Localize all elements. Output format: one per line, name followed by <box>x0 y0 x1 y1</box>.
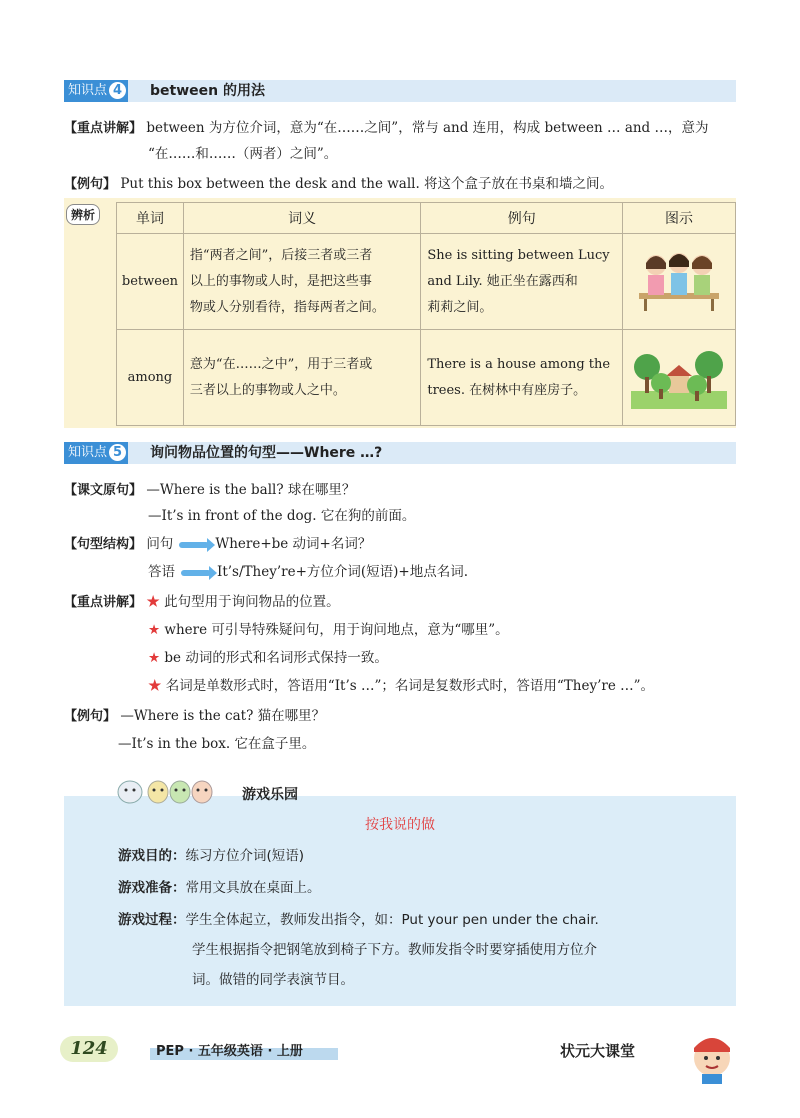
kp5-title: 询问物品位置的句型——Where …? <box>150 445 383 461</box>
star-icon: ★ <box>148 650 161 666</box>
table-row <box>117 330 736 426</box>
header-example: 例句 <box>421 203 623 234</box>
book-title: PEP · 五年级英语 · 上册 <box>156 1044 303 1059</box>
game-panel <box>64 787 736 1006</box>
header-illustration: 图示 <box>623 203 736 234</box>
star-icon: ★ <box>148 678 162 694</box>
page-number-badge <box>60 1036 118 1062</box>
row-word: among <box>117 330 184 426</box>
kp5-point-3: ★ be 动词的形式和名词形式保持一致。 <box>148 650 388 666</box>
trees-house-illustration <box>623 330 736 426</box>
row-meaning: 意为“在……之中”，用于三者或 三者以上的事物或人之中。 <box>183 330 420 426</box>
brand-name: 状元大课堂 <box>560 1042 636 1060</box>
section-header-kp4 <box>64 80 736 102</box>
header-word: 单词 <box>117 203 184 234</box>
game-process-line2: 学生根据指令把钢笔放到椅子下方。教师发指令时要穿插使用方位介 <box>192 942 597 958</box>
kp4-tag: 知识点 4 <box>64 80 128 102</box>
section-header-kp5 <box>64 442 736 464</box>
mascots-icon <box>116 774 236 810</box>
row-word: between <box>117 234 184 330</box>
row-example: There is a house among the trees. 在树林中有座房子。 <box>421 330 623 426</box>
kp5-point-2: ★ where 可引导特殊疑问句，用于询问地点，意为“哪里”。 <box>148 622 509 638</box>
header-meaning: 词义 <box>183 203 420 234</box>
girls-illustration <box>623 234 736 330</box>
kp5-example-answer: —It’s in the box. 它在盒子里。 <box>118 736 316 752</box>
kp4-title: between 的用法 <box>150 83 265 99</box>
game-purpose: 游戏目的：练习方位介词(短语) <box>118 848 305 864</box>
row-meaning: 指“两者之间”，后接三者或三者 以上的事物或人时，是把这些事 物或人分别看待，指每两者之间。 <box>183 234 420 330</box>
game-prep: 游戏准备：常用文具放在桌面上。 <box>118 880 321 896</box>
kp5-text-answer: —It’s in front of the dog. 它在狗的前面。 <box>148 508 416 524</box>
star-icon: ★ <box>146 594 160 610</box>
kp5-structure-answer: 答语 It’s/They’re+方位介词(短语)+地点名词. <box>148 564 469 580</box>
arrow-icon <box>181 570 211 576</box>
kp5-text-question: 【课文原句】 —Where is the ball? 球在哪里？ <box>64 482 356 498</box>
kp5-point-1: 【重点讲解】 ★ 此句型用于询问物品的位置。 <box>64 594 340 610</box>
game-section-title: 游戏乐园 <box>242 787 298 803</box>
game-process-line1: 游戏过程：学生全体起立，教师发出指令，如：Put your pen under the chair. <box>118 912 599 928</box>
analysis-tag: 辨析 <box>66 204 100 225</box>
arrow-icon <box>179 542 209 548</box>
game-title: 按我说的做 <box>365 817 435 833</box>
kp4-emphasis-line1: 【重点讲解】 between 为方位介词，意为“在……之间”，常与 and 连用，构成 between … and …，意为 <box>64 120 709 136</box>
star-icon: ★ <box>148 622 161 638</box>
mascot-logo-icon <box>682 1026 742 1086</box>
kp5-structure-question: 【句型结构】 问句 Where+be 动词+名词？ <box>64 536 372 552</box>
kp5-tag: 知识点 5 <box>64 442 128 464</box>
row-example: She is sitting between Lucy and Lily. 她正坐在露西和 莉莉之间。 <box>421 234 623 330</box>
kp4-emphasis-line2: “在……和……（两者）之间”。 <box>148 146 338 162</box>
analysis-table-panel <box>64 198 736 428</box>
table-row <box>117 234 736 330</box>
page-number: 124 <box>70 1038 108 1059</box>
kp5-example-question: 【例句】 —Where is the cat? 猫在哪里？ <box>64 708 326 724</box>
analysis-table <box>116 202 736 426</box>
game-process-line3: 词。做错的同学表演节目。 <box>192 972 354 988</box>
kp5-point-4: ★ 名词是单数形式时，答语用“It’s …”；名词是复数形式时，答语用“They’re …”。 <box>148 678 655 694</box>
kp4-example: 【例句】 Put this box between the desk and the wall. 将这个盒子放在书桌和墙之间。 <box>64 176 614 192</box>
